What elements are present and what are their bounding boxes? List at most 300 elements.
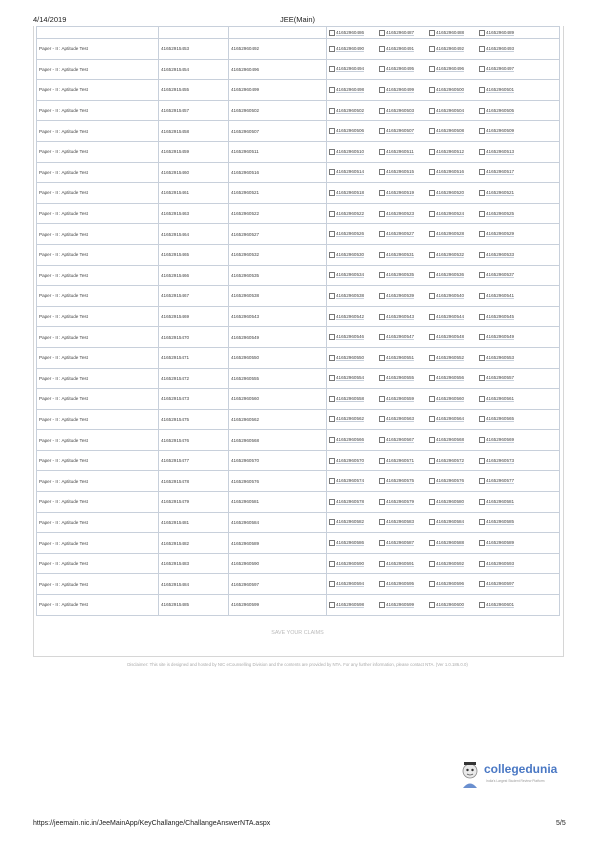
option-checkbox[interactable] xyxy=(329,149,335,155)
option-choice[interactable] xyxy=(429,416,478,422)
option-checkbox[interactable] xyxy=(379,478,385,484)
option-choice[interactable] xyxy=(429,540,478,546)
option-choice[interactable] xyxy=(479,561,528,567)
option-checkbox[interactable] xyxy=(479,314,485,320)
option-choice[interactable] xyxy=(379,437,428,443)
option-checkbox[interactable] xyxy=(479,46,485,52)
option-checkbox[interactable] xyxy=(379,519,385,525)
option-checkbox[interactable] xyxy=(379,149,385,155)
paper-cell: Paper - II : Aptitude Test xyxy=(37,389,159,410)
option-checkbox[interactable] xyxy=(379,128,385,134)
options-cell xyxy=(327,100,560,121)
option-checkbox[interactable] xyxy=(429,30,435,36)
option-choice[interactable] xyxy=(429,561,478,567)
option-checkbox[interactable] xyxy=(429,293,435,299)
option-choice[interactable] xyxy=(329,169,378,175)
option-choice[interactable] xyxy=(379,581,428,587)
option-checkbox[interactable] xyxy=(479,375,485,381)
options-cell xyxy=(327,389,560,410)
option-choice[interactable] xyxy=(429,128,478,134)
paper-cell: Paper - II : Aptitude Test xyxy=(37,59,159,80)
option-checkbox[interactable] xyxy=(479,602,485,608)
option-choice[interactable] xyxy=(379,30,428,36)
question-id-cell: 41652915469 xyxy=(159,306,229,327)
option-checkbox[interactable] xyxy=(479,169,485,175)
paper-cell: Paper - II : Aptitude Test xyxy=(37,409,159,430)
option-checkbox[interactable] xyxy=(379,355,385,361)
option-choice[interactable] xyxy=(479,252,528,258)
option-checkbox[interactable] xyxy=(429,416,435,422)
option-choice[interactable] xyxy=(329,272,378,278)
option-id: 41652960541 xyxy=(486,292,515,298)
option-choice[interactable] xyxy=(329,66,378,72)
option-checkbox[interactable] xyxy=(429,46,435,52)
option-choice[interactable] xyxy=(379,211,428,217)
option-checkbox[interactable] xyxy=(329,458,335,464)
option-checkbox[interactable] xyxy=(479,458,485,464)
option-checkbox[interactable] xyxy=(479,66,485,72)
option-checkbox[interactable] xyxy=(429,231,435,237)
option-choice[interactable] xyxy=(429,458,478,464)
option-checkbox[interactable] xyxy=(329,30,335,36)
option-choice[interactable] xyxy=(329,581,378,587)
option-checkbox[interactable] xyxy=(329,561,335,567)
option-checkbox[interactable] xyxy=(379,314,385,320)
option-checkbox[interactable] xyxy=(379,375,385,381)
option-id: 41652960567 xyxy=(386,437,415,443)
options-cell xyxy=(327,306,560,327)
option-checkbox[interactable] xyxy=(379,30,385,36)
option-checkbox[interactable] xyxy=(479,355,485,361)
option-checkbox[interactable] xyxy=(429,561,435,567)
options-cell xyxy=(327,430,560,451)
option-choice[interactable] xyxy=(479,87,528,93)
option-checkbox[interactable] xyxy=(379,66,385,72)
option-choice[interactable] xyxy=(329,108,378,114)
option-choice[interactable] xyxy=(329,458,378,464)
option-choice[interactable] xyxy=(329,437,378,443)
option-choice[interactable] xyxy=(379,334,428,340)
option-choice[interactable] xyxy=(329,252,378,258)
option-choice[interactable] xyxy=(429,66,478,72)
option-checkbox[interactable] xyxy=(379,272,385,278)
option-checkbox[interactable] xyxy=(379,540,385,546)
option-id: 41652960517 xyxy=(486,169,515,175)
option-checkbox[interactable] xyxy=(429,66,435,72)
option-choice[interactable] xyxy=(379,128,428,134)
option-choice[interactable] xyxy=(429,499,478,505)
table-row xyxy=(37,574,560,595)
option-choice[interactable] xyxy=(429,355,478,361)
option-checkbox[interactable] xyxy=(479,478,485,484)
option-choice[interactable] xyxy=(429,375,478,381)
table-row xyxy=(37,368,560,389)
option-checkbox[interactable] xyxy=(479,252,485,258)
option-checkbox[interactable] xyxy=(479,87,485,93)
answer-id-cell: 41652960511 xyxy=(229,141,327,162)
option-choice[interactable] xyxy=(379,190,428,196)
option-choice[interactable] xyxy=(329,540,378,546)
option-id: 41652960582 xyxy=(336,519,365,525)
option-checkbox[interactable] xyxy=(479,540,485,546)
option-id: 41652960538 xyxy=(336,292,365,298)
option-checkbox[interactable] xyxy=(429,87,435,93)
option-choice[interactable] xyxy=(379,66,428,72)
option-choice[interactable] xyxy=(379,478,428,484)
option-checkbox[interactable] xyxy=(429,149,435,155)
option-choice[interactable] xyxy=(379,519,428,525)
option-checkbox[interactable] xyxy=(329,437,335,443)
option-choice[interactable] xyxy=(479,519,528,525)
option-checkbox[interactable] xyxy=(379,87,385,93)
option-choice[interactable] xyxy=(429,272,478,278)
option-choice[interactable] xyxy=(329,396,378,402)
option-choice[interactable] xyxy=(429,581,478,587)
option-choice[interactable] xyxy=(479,66,528,72)
option-choice[interactable] xyxy=(379,540,428,546)
table-row xyxy=(37,121,560,142)
table-row xyxy=(37,27,560,39)
option-checkbox[interactable] xyxy=(429,190,435,196)
option-checkbox[interactable] xyxy=(429,355,435,361)
paper-cell: Paper - II : Aptitude Test xyxy=(37,512,159,533)
option-checkbox[interactable] xyxy=(479,334,485,340)
option-checkbox[interactable] xyxy=(379,211,385,217)
option-choice[interactable] xyxy=(479,293,528,299)
option-checkbox[interactable] xyxy=(429,458,435,464)
option-checkbox[interactable] xyxy=(379,190,385,196)
option-checkbox[interactable] xyxy=(329,46,335,52)
option-id: 41652960553 xyxy=(486,354,515,360)
option-checkbox[interactable] xyxy=(429,602,435,608)
option-choice[interactable] xyxy=(429,396,478,402)
option-checkbox[interactable] xyxy=(329,396,335,402)
option-checkbox[interactable] xyxy=(429,108,435,114)
option-checkbox[interactable] xyxy=(329,375,335,381)
paper-cell: Paper - II : Aptitude Test xyxy=(37,162,159,183)
option-choice[interactable] xyxy=(479,46,528,52)
option-checkbox[interactable] xyxy=(379,416,385,422)
question-id-cell: 41652915471 xyxy=(159,347,229,368)
option-choice[interactable] xyxy=(379,396,428,402)
option-checkbox[interactable] xyxy=(329,602,335,608)
option-choice[interactable] xyxy=(479,231,528,237)
option-choice[interactable] xyxy=(479,375,528,381)
option-checkbox[interactable] xyxy=(379,602,385,608)
option-choice[interactable] xyxy=(379,108,428,114)
option-checkbox[interactable] xyxy=(429,540,435,546)
options-cell xyxy=(327,39,560,60)
option-choice[interactable] xyxy=(429,314,478,320)
paper-cell: Paper - II : Aptitude Test xyxy=(37,327,159,348)
option-choice[interactable] xyxy=(329,87,378,93)
option-checkbox[interactable] xyxy=(379,561,385,567)
option-checkbox[interactable] xyxy=(479,272,485,278)
option-id: 41652960513 xyxy=(486,148,515,154)
answer-id-cell: 41652960516 xyxy=(229,162,327,183)
option-choice[interactable] xyxy=(329,478,378,484)
option-id: 41652960596 xyxy=(436,581,465,587)
option-choice[interactable] xyxy=(479,272,528,278)
option-checkbox[interactable] xyxy=(379,293,385,299)
option-checkbox[interactable] xyxy=(379,252,385,258)
option-checkbox[interactable] xyxy=(329,252,335,258)
option-choice[interactable] xyxy=(429,211,478,217)
paper-cell: Paper - II : Aptitude Test xyxy=(37,80,159,101)
option-checkbox[interactable] xyxy=(429,252,435,258)
option-choice[interactable] xyxy=(379,46,428,52)
option-choice[interactable] xyxy=(429,478,478,484)
option-id: 41652960552 xyxy=(436,354,465,360)
option-choice[interactable] xyxy=(429,87,478,93)
option-choice[interactable] xyxy=(329,190,378,196)
option-choice[interactable] xyxy=(479,314,528,320)
option-choice[interactable] xyxy=(379,231,428,237)
option-checkbox[interactable] xyxy=(379,108,385,114)
option-checkbox[interactable] xyxy=(379,231,385,237)
option-checkbox[interactable] xyxy=(429,396,435,402)
option-checkbox[interactable] xyxy=(379,581,385,587)
question-id-cell: 41652915472 xyxy=(159,368,229,389)
option-choice[interactable] xyxy=(329,30,378,36)
option-id: 41652960551 xyxy=(386,354,415,360)
option-checkbox[interactable] xyxy=(329,231,335,237)
footer-url: https://jeemain.nic.in/JeeMainApp/KeyChallange/ChallangeAnswerNTA.aspx xyxy=(33,820,271,827)
option-id: 41652960595 xyxy=(386,581,415,587)
option-checkbox[interactable] xyxy=(379,396,385,402)
option-checkbox[interactable] xyxy=(479,293,485,299)
option-checkbox[interactable] xyxy=(329,108,335,114)
option-id: 41652960486 xyxy=(336,29,365,35)
option-checkbox[interactable] xyxy=(379,334,385,340)
option-choice[interactable] xyxy=(379,252,428,258)
option-id: 41652960558 xyxy=(336,395,365,401)
option-choice[interactable] xyxy=(329,561,378,567)
option-choice[interactable] xyxy=(329,231,378,237)
option-id: 41652960600 xyxy=(436,601,465,607)
option-checkbox[interactable] xyxy=(329,211,335,217)
option-choice[interactable] xyxy=(329,416,378,422)
option-checkbox[interactable] xyxy=(329,581,335,587)
option-checkbox[interactable] xyxy=(429,478,435,484)
option-checkbox[interactable] xyxy=(329,293,335,299)
option-choice[interactable] xyxy=(429,149,478,155)
option-choice[interactable] xyxy=(429,519,478,525)
question-id-cell: 41652915453 xyxy=(159,39,229,60)
option-choice[interactable] xyxy=(429,437,478,443)
question-id-cell: 41652915463 xyxy=(159,203,229,224)
option-choice[interactable] xyxy=(329,211,378,217)
table-row xyxy=(37,80,560,101)
option-checkbox[interactable] xyxy=(329,314,335,320)
option-checkbox[interactable] xyxy=(379,499,385,505)
option-checkbox[interactable] xyxy=(479,190,485,196)
option-checkbox[interactable] xyxy=(429,519,435,525)
option-checkbox[interactable] xyxy=(479,561,485,567)
option-checkbox[interactable] xyxy=(329,190,335,196)
option-choice[interactable] xyxy=(379,499,428,505)
option-choice[interactable] xyxy=(429,231,478,237)
option-choice[interactable] xyxy=(429,602,478,608)
option-choice[interactable] xyxy=(329,46,378,52)
option-choice[interactable] xyxy=(429,252,478,258)
option-checkbox[interactable] xyxy=(479,128,485,134)
option-choice[interactable] xyxy=(379,293,428,299)
option-choice[interactable] xyxy=(479,602,528,608)
option-checkbox[interactable] xyxy=(329,499,335,505)
option-choice[interactable] xyxy=(479,108,528,114)
option-choice[interactable] xyxy=(479,396,528,402)
option-choice[interactable] xyxy=(329,519,378,525)
option-checkbox[interactable] xyxy=(429,128,435,134)
answer-id-cell: 41652960590 xyxy=(229,553,327,574)
question-id-cell: 41652915457 xyxy=(159,100,229,121)
option-checkbox[interactable] xyxy=(429,334,435,340)
option-choice[interactable] xyxy=(479,190,528,196)
question-id-cell: 41652915455 xyxy=(159,80,229,101)
options-cell xyxy=(327,553,560,574)
option-choice[interactable] xyxy=(479,581,528,587)
option-checkbox[interactable] xyxy=(379,437,385,443)
option-choice[interactable] xyxy=(329,293,378,299)
option-choice[interactable] xyxy=(379,602,428,608)
option-id: 41652960579 xyxy=(386,498,415,504)
option-choice[interactable] xyxy=(479,458,528,464)
option-choice[interactable] xyxy=(429,108,478,114)
option-choice[interactable] xyxy=(429,190,478,196)
option-choice[interactable] xyxy=(479,334,528,340)
answer-id-cell: 41652960502 xyxy=(229,100,327,121)
option-checkbox[interactable] xyxy=(379,458,385,464)
option-choice[interactable] xyxy=(429,293,478,299)
option-choice[interactable] xyxy=(479,128,528,134)
option-checkbox[interactable] xyxy=(329,355,335,361)
option-checkbox[interactable] xyxy=(479,416,485,422)
paper-cell: Paper - II : Aptitude Test xyxy=(37,574,159,595)
option-choice[interactable] xyxy=(429,334,478,340)
option-choice[interactable] xyxy=(479,211,528,217)
option-choice[interactable] xyxy=(379,416,428,422)
paper-cell: Paper - II : Aptitude Test xyxy=(37,492,159,513)
option-choice[interactable] xyxy=(479,355,528,361)
option-checkbox[interactable] xyxy=(479,149,485,155)
option-choice[interactable] xyxy=(329,375,378,381)
option-choice[interactable] xyxy=(379,561,428,567)
table-row xyxy=(37,471,560,492)
question-id-cell: 41652915483 xyxy=(159,553,229,574)
option-id: 41652960594 xyxy=(336,581,365,587)
option-checkbox[interactable] xyxy=(479,499,485,505)
print-date: 4/14/2019 xyxy=(33,15,67,24)
option-checkbox[interactable] xyxy=(329,87,335,93)
option-id: 41652960527 xyxy=(386,231,415,237)
option-choice[interactable] xyxy=(479,478,528,484)
option-checkbox[interactable] xyxy=(429,581,435,587)
option-checkbox[interactable] xyxy=(429,272,435,278)
option-id: 41652960565 xyxy=(486,416,515,422)
question-id-cell: 41652915475 xyxy=(159,409,229,430)
options-cell xyxy=(327,347,560,368)
option-choice[interactable] xyxy=(479,499,528,505)
table-row xyxy=(37,430,560,451)
option-checkbox[interactable] xyxy=(479,581,485,587)
option-checkbox[interactable] xyxy=(329,478,335,484)
option-checkbox[interactable] xyxy=(329,334,335,340)
option-checkbox[interactable] xyxy=(479,108,485,114)
option-checkbox[interactable] xyxy=(429,375,435,381)
option-id: 41652960490 xyxy=(336,45,365,51)
option-checkbox[interactable] xyxy=(429,499,435,505)
option-checkbox[interactable] xyxy=(379,169,385,175)
option-choice[interactable] xyxy=(329,499,378,505)
option-checkbox[interactable] xyxy=(329,128,335,134)
option-checkbox[interactable] xyxy=(479,437,485,443)
option-choice[interactable] xyxy=(479,540,528,546)
option-choice[interactable] xyxy=(479,30,528,36)
option-choice[interactable] xyxy=(329,602,378,608)
option-choice[interactable] xyxy=(329,128,378,134)
option-id: 41652960575 xyxy=(386,478,415,484)
option-choice[interactable] xyxy=(479,437,528,443)
option-checkbox[interactable] xyxy=(329,169,335,175)
option-choice[interactable] xyxy=(379,355,428,361)
option-id: 41652960491 xyxy=(386,45,415,51)
option-id: 41652960569 xyxy=(486,437,515,443)
option-choice[interactable] xyxy=(479,169,528,175)
options-cell xyxy=(327,450,560,471)
option-checkbox[interactable] xyxy=(379,46,385,52)
option-choice[interactable] xyxy=(379,149,428,155)
option-choice[interactable] xyxy=(379,169,428,175)
option-choice[interactable] xyxy=(379,87,428,93)
option-choice[interactable] xyxy=(479,149,528,155)
question-id-cell: 41652915479 xyxy=(159,492,229,513)
option-choice[interactable] xyxy=(429,169,478,175)
option-id: 41652960495 xyxy=(386,66,415,72)
option-checkbox[interactable] xyxy=(479,211,485,217)
option-choice[interactable] xyxy=(329,334,378,340)
option-checkbox[interactable] xyxy=(479,519,485,525)
option-checkbox[interactable] xyxy=(329,519,335,525)
question-id-cell: 41652915477 xyxy=(159,450,229,471)
option-choice[interactable] xyxy=(329,314,378,320)
option-checkbox[interactable] xyxy=(479,231,485,237)
option-checkbox[interactable] xyxy=(429,437,435,443)
option-choice[interactable] xyxy=(429,30,478,36)
option-checkbox[interactable] xyxy=(429,314,435,320)
option-checkbox[interactable] xyxy=(429,211,435,217)
save-claims-button[interactable]: SAVE YOUR CLAIMS xyxy=(271,630,324,636)
option-id: 41652960524 xyxy=(436,210,465,216)
option-checkbox[interactable] xyxy=(479,396,485,402)
option-choice[interactable] xyxy=(429,46,478,52)
table-row xyxy=(37,492,560,513)
option-checkbox[interactable] xyxy=(429,169,435,175)
option-choice[interactable] xyxy=(379,272,428,278)
option-choice[interactable] xyxy=(379,458,428,464)
option-choice[interactable] xyxy=(479,416,528,422)
option-checkbox[interactable] xyxy=(329,416,335,422)
option-choice[interactable] xyxy=(329,149,378,155)
option-checkbox[interactable] xyxy=(329,66,335,72)
option-choice[interactable] xyxy=(329,355,378,361)
option-checkbox[interactable] xyxy=(329,272,335,278)
option-choice[interactable] xyxy=(379,375,428,381)
option-checkbox[interactable] xyxy=(329,540,335,546)
option-checkbox[interactable] xyxy=(479,30,485,36)
option-id: 41652960529 xyxy=(486,231,515,237)
option-choice[interactable] xyxy=(379,314,428,320)
